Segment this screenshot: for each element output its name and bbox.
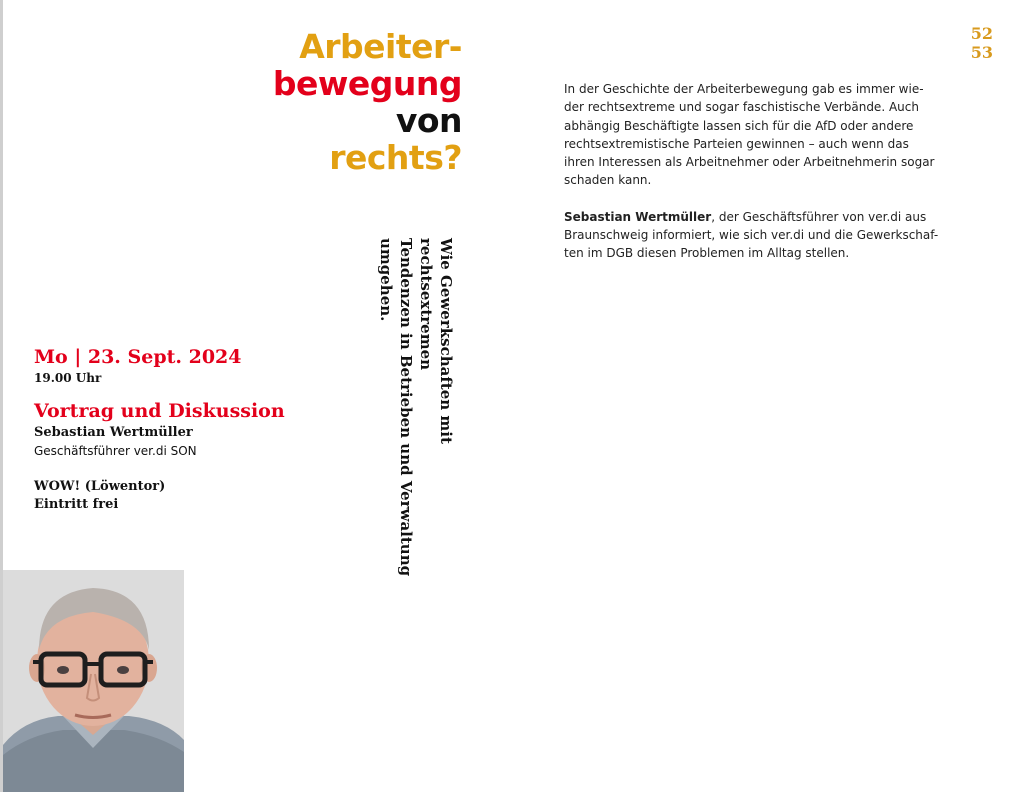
- page-number-right: 53: [970, 43, 993, 62]
- speaker-portrait-photo: [3, 570, 184, 792]
- event-time: 19.00 Uhr: [34, 371, 102, 385]
- body-text: [564, 80, 964, 263]
- body-p1-line-6: schaden kann.: [564, 173, 652, 188]
- speaker-name: Sebastian Wertmüller: [34, 425, 193, 440]
- body-p2-line-1-rest: , der Geschäftsführer von ver.di aus: [711, 209, 927, 224]
- body-p1-line-4: rechtsextremistische Parteien gewinnen – auch wenn das: [564, 136, 909, 151]
- body-p1-line-2: der rechtsextreme und sogar faschistische Verbände. Auch: [564, 100, 919, 115]
- event-title: Vortrag und Diskussion: [34, 400, 285, 422]
- headline-line-3: von: [395, 101, 462, 140]
- event-venue: WOW! (Löwentor): [34, 479, 166, 494]
- headline-line-1: Arbeiter-: [299, 27, 462, 66]
- vertical-subtitle-line-1: Wie Gewerkschaften mit rechtsextremen: [417, 238, 455, 444]
- body-p2-line-2: Braunschweig informiert, wie sich ver.di und die Gewerkschaf-: [564, 228, 939, 243]
- body-p1-line-3: abhängig Beschäftigte lassen sich für die AfD oder andere: [564, 118, 914, 133]
- speaker-role: Geschäftsführer ver.di SON: [34, 444, 197, 458]
- page-number-left: 52: [970, 24, 993, 43]
- page-numbers: [971, 24, 993, 62]
- body-p2-line-3: ten im DGB diesen Problemen im Alltag stellen.: [564, 246, 850, 261]
- body-paragraph-2: [564, 208, 964, 263]
- headline-line-4: rechts?: [329, 138, 462, 177]
- body-p1-line-1: In der Geschichte der Arbeiterbewegung gab es immer wie-: [564, 82, 924, 96]
- body-paragraph-1: [564, 80, 964, 190]
- vertical-subtitle: [377, 238, 456, 578]
- body-p2-speaker-name: Sebastian Wertmüller: [564, 209, 712, 224]
- event-admission: Eintritt frei: [34, 497, 119, 512]
- event-date: Mo | 23. Sept. 2024: [34, 346, 242, 368]
- vertical-subtitle-line-2: Tendenzen in Betrieben und Verwaltung: [397, 238, 415, 577]
- headline: [273, 28, 462, 176]
- headline-line-2: bewegung: [272, 64, 462, 103]
- body-p1-line-5: ihren Interessen als Arbeitnehmer oder Arbeitnehmerin sogar: [564, 155, 935, 170]
- vertical-subtitle-line-3: umgehen.: [377, 238, 395, 322]
